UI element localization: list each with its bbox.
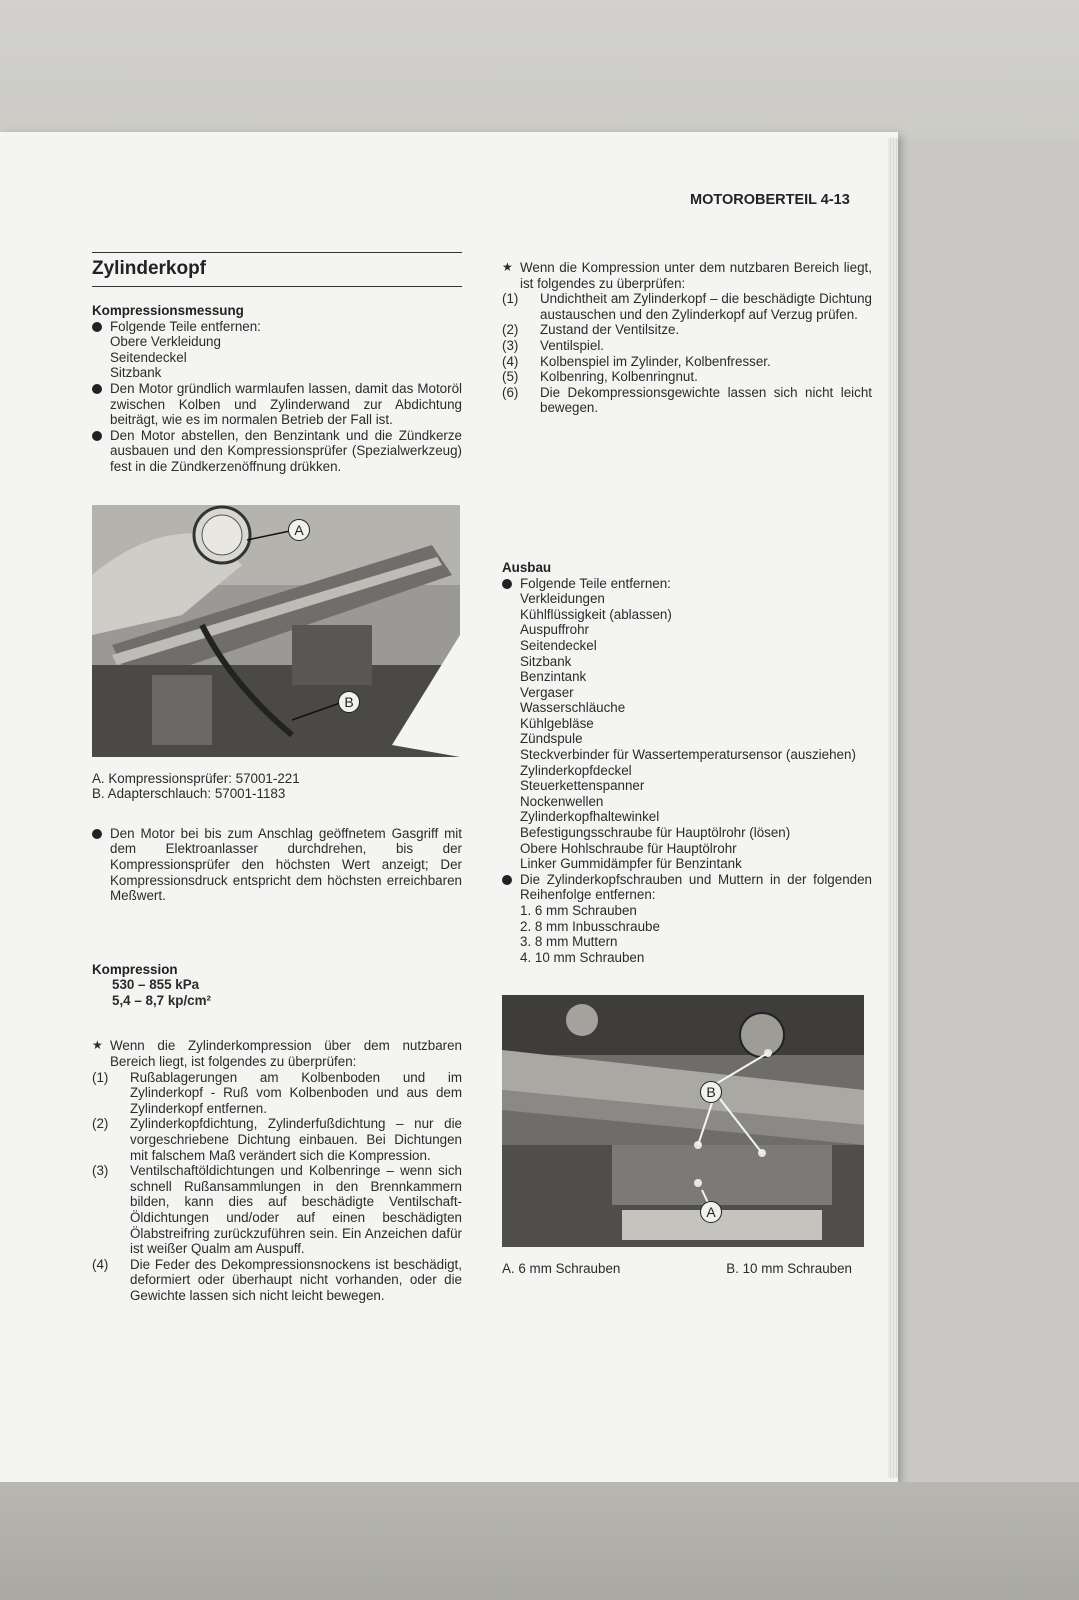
list-item: Vergaser	[520, 684, 574, 700]
section-rule-bottom	[92, 286, 462, 287]
check-item	[92, 1116, 462, 1163]
list-item: Obere Verkleidung	[110, 334, 221, 350]
left-column	[92, 252, 462, 1304]
bullet-warm-up: Den Motor gründlich warmlaufen lassen, damit das Motoröl zwischen Kolben und Zylinderwand zur Abdichtung beiträgt, wie es im normalen Betrieb der Fall ist.	[92, 381, 462, 428]
check-text: Die Feder des Dekompressionsnockens ist beschädigt, deformiert oder überhaupt nicht vorhanden, oder die Gewichte lassen sich nicht leicht bewegen.	[130, 1256, 462, 1303]
bullet-install-tester: Den Motor abstellen, den Benzintank und die Zündkerze ausbauen und den Kompressionsprüfer (Spezialwerkzeug) fest in die Zündkerzenöffnung drükken.	[92, 428, 462, 475]
check-number: (2)	[502, 322, 519, 338]
star-icon: ★	[92, 1038, 103, 1053]
photo-caption	[92, 771, 462, 802]
check-number: (4)	[502, 353, 519, 369]
check-number: (3)	[502, 337, 519, 353]
check-text: Kolbenspiel im Zylinder, Kolbenfresser.	[540, 353, 771, 369]
list-item: Obere Hohlschraube für Hauptölrohr	[520, 840, 737, 856]
check-number: (1)	[92, 1069, 109, 1085]
check-text: Undichtheit am Zylinderkopf – die beschädigte Dichtung austauschen und den Zylinderkopf auf Verzug prüfen.	[540, 291, 872, 322]
caption-line: B. Adapterschlauch: 57001-1183	[92, 786, 286, 802]
bullet-text: Folgende Teile entfernen:	[110, 318, 261, 334]
list-item: 3. 8 mm Muttern	[520, 934, 618, 950]
photo-cylinder-head-bolts	[502, 995, 864, 1247]
callout-label: B	[338, 691, 360, 713]
list-item: 2. 8 mm Inbusschraube	[520, 918, 660, 934]
star-text: Wenn die Zylinderkompression über dem nutzbaren Bereich liegt, ist folgendes zu überprüfen:	[110, 1038, 462, 1070]
list-item: Steckverbinder für Wassertemperatursensor (ausziehen)	[520, 747, 856, 763]
list-item: Steuerkettenspanner	[520, 778, 645, 794]
list-item: Sitzbank	[110, 365, 162, 381]
list-item: Nockenwellen	[520, 793, 604, 809]
caption-line: A. 6 mm Schrauben	[502, 1261, 621, 1277]
check-text: Ventilschaftöldichtungen und Kolbenringe – wenn sich schnell Rußansammlungen in den Brennkammern bilden, kann dies auf beschädigte Ventilschaft-Öldichtungen und/oder auf einen beschädigten Ölabstreifring zurückzuführen sein. Ein Anzeichen dafür ist weißer Qualm am Auspuff.	[130, 1163, 462, 1257]
check-number: (2)	[92, 1116, 109, 1132]
star-note-low	[502, 260, 872, 291]
section-title: Zylinderkopf	[92, 258, 207, 279]
list-item: Zündspule	[520, 731, 583, 747]
photo-caption	[502, 1261, 872, 1277]
check-text: Rußablagerungen am Kolbenboden und im Zylinderkopf - Ruß vom Kolbenboden und aus dem Zylinderkopf entfernen.	[130, 1069, 462, 1116]
check-item	[92, 1257, 462, 1304]
check-item	[502, 291, 872, 322]
list-item: Verkleidungen	[520, 591, 605, 607]
list-item: Benzintank	[520, 669, 587, 685]
right-column	[502, 260, 872, 1277]
list-item: Auspuffrohr	[520, 622, 589, 638]
order-list	[502, 903, 872, 965]
check-text: Ventilspiel.	[540, 337, 605, 353]
list-item: Kühlflüssigkeit (ablassen)	[520, 606, 672, 622]
check-item	[502, 354, 872, 370]
page-header: MOTOROBERTEIL 4-13	[690, 192, 850, 208]
check-text: Die Dekompressionsgewichte lassen sich nicht leicht bewegen.	[540, 384, 872, 416]
bullet-remove-parts	[502, 576, 872, 872]
list-item: Zylinderkopfhaltewinkel	[520, 809, 660, 825]
list-item: Sitzbank	[520, 653, 572, 669]
list-item: 4. 10 mm Schrauben	[520, 949, 645, 965]
list-item: 1. 6 mm Schrauben	[520, 903, 637, 918]
background-bottom	[0, 1482, 1079, 1600]
check-item	[92, 1163, 462, 1257]
star-note-high	[92, 1038, 462, 1069]
caption-line: B. 10 mm Schrauben	[726, 1261, 852, 1277]
photo-illustration	[92, 505, 460, 757]
check-number: (5)	[502, 369, 519, 385]
check-item	[502, 369, 872, 385]
list-item: Linker Gummidämpfer für Benzintank	[520, 856, 742, 872]
list-item: Wasserschläuche	[520, 700, 626, 716]
callout-label: A	[700, 1201, 722, 1223]
star-icon: ★	[502, 260, 513, 274]
list-item: Seitendeckel	[520, 637, 597, 653]
bullet-crank-engine: Den Motor bei bis zum Anschlag geöffnetem Gasgriff mit dem Elektroanlasser durchdrehen, bis der Kompressionsprüfer den höchsten Wert anzeigt; Der Kompressionsdruck entspricht dem höchsten erreichbaren Meßwert.	[92, 826, 462, 904]
callout-label: B	[700, 1081, 722, 1103]
check-item	[92, 1070, 462, 1117]
spec-label: Kompression	[92, 961, 178, 977]
check-item	[502, 385, 872, 416]
photo-compression-tester	[92, 505, 460, 757]
bullet-remove-parts	[92, 319, 462, 381]
check-number: (3)	[92, 1163, 109, 1179]
bullet-remove-bolts: Die Zylinderkopfschrauben und Muttern in der folgenden Reihenfolge entfernen:	[502, 872, 872, 903]
check-number: (4)	[92, 1256, 109, 1272]
check-text: Zustand der Ventilsitze.	[540, 322, 680, 338]
check-item	[502, 338, 872, 354]
check-number: (6)	[502, 384, 519, 400]
callout-label: A	[288, 519, 310, 541]
list-item: Seitendeckel	[110, 349, 187, 365]
check-number: (1)	[502, 291, 519, 307]
page-edge	[888, 138, 898, 1478]
photo-illustration	[502, 995, 864, 1247]
check-text: Zylinderkopfdichtung, Zylinderfußdichtung – nur die vorgeschriebene Dichtung einbauen. Bei Dichtungen mit falschem Maß verändert sich die Kompression.	[130, 1116, 462, 1163]
star-text: Wenn die Kompression unter dem nutzbaren Bereich liegt, ist folgendes zu überprüfen:	[520, 260, 872, 291]
caption-line: A. Kompressionsprüfer: 57001-221	[92, 770, 300, 786]
check-item	[502, 322, 872, 338]
subheading-ausbau: Ausbau	[502, 559, 552, 575]
background-top	[0, 0, 1079, 140]
spec-value: 530 – 855 kPa	[112, 977, 200, 993]
check-text: Kolbenring, Kolbenringnut.	[540, 369, 698, 385]
subheading-kompressionsmessung: Kompressionsmessung	[92, 303, 244, 318]
bullet-text: Folgende Teile entfernen:	[520, 575, 671, 591]
list-item: Befestigungsschraube für Hauptölrohr (lösen)	[520, 825, 791, 841]
spec-value: 5,4 – 8,7 kp/cm²	[112, 992, 211, 1008]
list-item: Kühlgebläse	[520, 715, 594, 731]
list-item: Zylinderkopfdeckel	[520, 762, 632, 778]
spec-block	[92, 962, 462, 1009]
